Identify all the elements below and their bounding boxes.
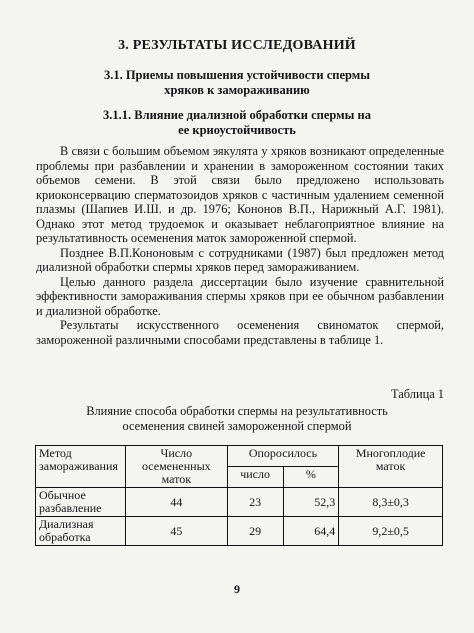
paragraph-2: Позднее В.П.Кононовым с сотрудниками (1987) был предложен метод диализной обработки спермы хряков перед замораживанием. bbox=[36, 245, 444, 274]
cell-sows: 44 bbox=[125, 488, 227, 517]
section-heading-line-1: 3.1. Приемы повышения устойчивости спермы bbox=[103, 68, 371, 82]
table-number: Таблица 1 bbox=[391, 387, 444, 401]
body-text bbox=[36, 144, 444, 347]
results-table bbox=[35, 445, 443, 546]
cell-method: Диализная обработка bbox=[36, 517, 126, 546]
table-title-line-2: осеменения свиней замороженной спермой bbox=[122, 418, 352, 433]
page-number: 9 bbox=[234, 582, 240, 596]
subsection-heading-line-2: ее криоустойчивость bbox=[178, 123, 296, 137]
chapter-heading: 3. РЕЗУЛЬТАТЫ ИССЛЕДОВАНИЙ bbox=[118, 38, 356, 53]
cell-percent: 64,4 bbox=[283, 517, 339, 546]
cell-sows: 45 bbox=[125, 517, 227, 546]
header-count: число bbox=[227, 467, 283, 488]
header-farrowed: Опоросилось bbox=[227, 446, 339, 467]
paragraph-1: В связи с большим объемом эякулята у хряков возникают определенные проблемы при разбавлении и хранении в замороженном состоянии таких объемов семени. В этой связи было предложено использовать криоконсервацию сперматозоидов хряков с частичным удалением семенной плазмы (Шапиев И.Ш. и др. 1976; Кононов В.П., Нарижный А.Г. 1981). Однако этот метод трудоемок и оказывает неблагоприятное влияние на результативность осеменения маток замороженной спермой. bbox=[36, 144, 444, 245]
cell-count: 29 bbox=[227, 517, 283, 546]
cell-method: Обычное разбавление bbox=[36, 488, 126, 517]
table-row bbox=[36, 488, 443, 517]
cell-piglets: 8,3±0,3 bbox=[339, 488, 443, 517]
header-sows: Число осемененных маток bbox=[125, 446, 227, 488]
paragraph-3: Целью данного раздела диссертации было изучение сравнительной эффективности замораживания спермы хряков при ее обычном разбавлении и диализной обработке. bbox=[36, 274, 444, 318]
header-piglets: Многоплодие маток bbox=[339, 446, 443, 488]
paragraph-4: Результаты искусственного осеменения свиноматок спермой, замороженной различными способами представлены в таблице 1. bbox=[36, 318, 444, 347]
section-heading-line-2: хряков к замораживанию bbox=[164, 83, 310, 97]
cell-percent: 52,3 bbox=[283, 488, 339, 517]
table-title-line-1: Влияние способа обработки спермы на результативность bbox=[86, 404, 388, 418]
subsection-heading bbox=[0, 108, 474, 138]
header-method: Метод замораживания bbox=[36, 446, 126, 488]
subsection-heading-line-1: 3.1.1. Влияние диализной обработки спермы на bbox=[103, 108, 371, 122]
cell-piglets: 9,2±0,5 bbox=[339, 517, 443, 546]
cell-count: 23 bbox=[227, 488, 283, 517]
table-header-row bbox=[36, 446, 443, 467]
section-heading bbox=[0, 68, 474, 98]
table-row bbox=[36, 517, 443, 546]
header-percent: % bbox=[283, 467, 339, 488]
table-title bbox=[0, 404, 474, 433]
